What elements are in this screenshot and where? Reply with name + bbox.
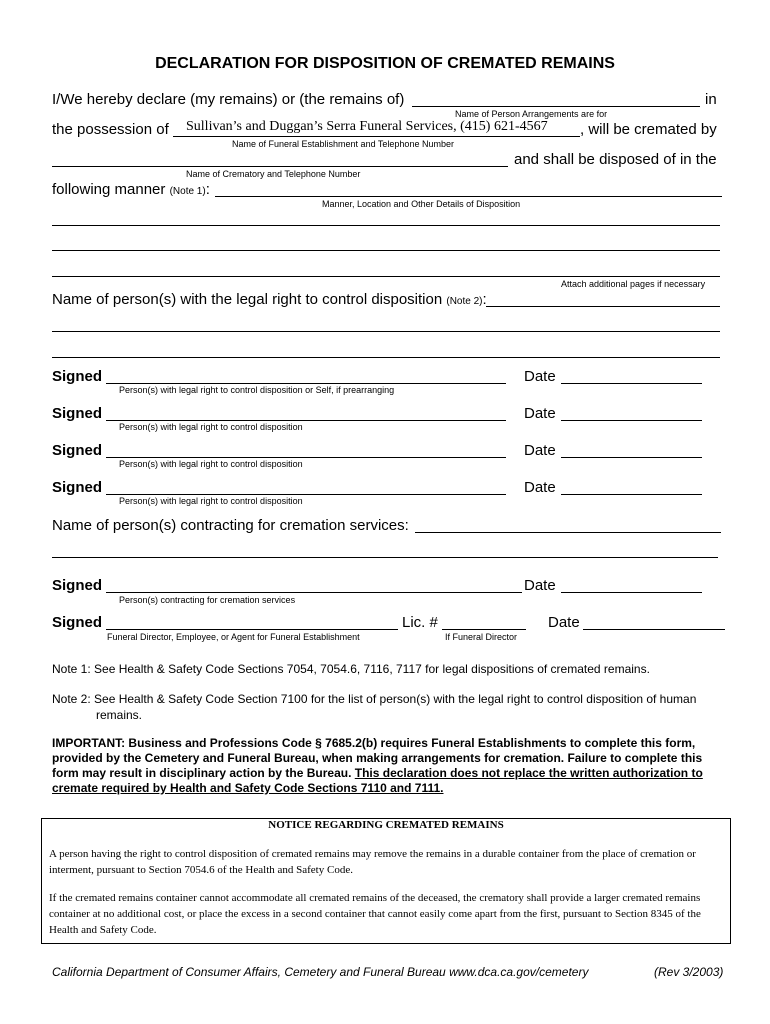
date-label-2: Date	[524, 405, 556, 422]
signed-label-1: Signed	[52, 368, 103, 385]
crematory-caption: Name of Crematory and Telephone Number	[186, 169, 361, 179]
manner-field[interactable]	[215, 196, 722, 197]
contracting-line-2[interactable]	[52, 557, 718, 558]
contract-signature-field[interactable]	[106, 592, 522, 593]
date-label-contract: Date	[524, 577, 556, 594]
signature-caption-1: Person(s) with legal right to control disposition or Self, if prearranging	[119, 385, 395, 395]
funeral-establishment-caption: Name of Funeral Establishment and Telephone Number	[232, 139, 454, 149]
attach-note: Attach additional pages if necessary	[561, 279, 706, 289]
person-name-caption: Name of Person Arrangements are for	[455, 109, 608, 119]
manner-line-3[interactable]	[52, 250, 720, 251]
contract-date-field[interactable]	[561, 592, 702, 593]
signature-field-2[interactable]	[106, 420, 506, 421]
signed-label-contract: Signed	[52, 577, 103, 594]
lic-caption: If Funeral Director	[445, 632, 518, 642]
signature-caption-3: Person(s) with legal right to control disposition	[119, 459, 303, 469]
date-field-4[interactable]	[561, 494, 702, 495]
notice-paragraph-1: A person having the right to control disposition of cremated remains may remove the remains in a durable container from the place of cremation or interment, pursuant to Section 7054.6 of the Health and Safety Code.	[49, 848, 696, 876]
cremated-by-label: , will be cremated by	[580, 121, 717, 138]
legal-right-line-3[interactable]	[52, 357, 720, 358]
manner-line-4[interactable]	[52, 276, 720, 277]
signature-caption-4: Person(s) with legal right to control disposition	[119, 496, 303, 506]
footer-revision: (Rev 3/2003)	[654, 965, 724, 979]
note-2-line-2: remains.	[96, 708, 143, 722]
declare-label: I/We hereby declare (my remains) or (the remains of)	[52, 91, 405, 108]
legal-right-line-2[interactable]	[52, 331, 720, 332]
note2-ref: (Note 2)	[446, 296, 483, 307]
date-field-2[interactable]	[561, 420, 702, 421]
person-name-field[interactable]	[412, 106, 700, 107]
signed-label-4: Signed	[52, 479, 103, 496]
important-underlined: This declaration does not replace the written authorization to cremate required by Health and Safety Code Sections 7110 and 7111.	[52, 766, 703, 795]
director-date-field[interactable]	[583, 629, 725, 630]
director-signature-caption: Funeral Director, Employee, or Agent for Funeral Establishment	[107, 632, 360, 642]
date-field-3[interactable]	[561, 457, 702, 458]
lic-number-field[interactable]	[442, 629, 526, 630]
date-label-1: Date	[524, 368, 556, 385]
manner-caption: Manner, Location and Other Details of Disposition	[322, 199, 521, 209]
contracting-field[interactable]	[415, 532, 721, 533]
director-signature-field[interactable]	[106, 629, 398, 630]
manner-line-2[interactable]	[52, 225, 720, 226]
signed-label-director: Signed	[52, 614, 103, 631]
crematory-field[interactable]	[52, 166, 508, 167]
contracting-label: Name of person(s) contracting for cremation services:	[52, 517, 409, 534]
signed-label-3: Signed	[52, 442, 103, 459]
note1-ref: (Note 1)	[169, 186, 206, 197]
notice-paragraph-2: If the cremated remains container cannot accommodate all cremated remains of the deceased, the crematory shall provide a larger cremated remains container at no additional cost, or place the excess in a second container that cannot easily come apart from the first, pursuant to Section 8345 of the Health and Safety Code.	[49, 892, 701, 936]
funeral-establishment-field[interactable]	[173, 136, 580, 137]
signature-field-3[interactable]	[106, 457, 506, 458]
signature-caption-2: Person(s) with legal right to control disposition	[119, 422, 303, 432]
date-field-1[interactable]	[561, 383, 702, 384]
in-label: in	[705, 91, 717, 108]
lic-label: Lic. #	[402, 614, 438, 631]
date-label-director: Date	[548, 614, 580, 631]
note-2-line-1: Note 2: See Health & Safety Code Section 7100 for the list of person(s) with the legal right to control disposition of human	[52, 692, 697, 706]
footer-agency: California Department of Consumer Affairs, Cemetery and Funeral Bureau www.dca.ca.gov/cemetery	[52, 965, 589, 979]
signature-field-1[interactable]	[106, 383, 506, 384]
signature-field-4[interactable]	[106, 494, 506, 495]
possession-label: the possession of	[52, 121, 169, 138]
manner-label: following manner (Note 1):	[52, 181, 210, 198]
contract-signature-caption: Person(s) contracting for cremation services	[119, 595, 296, 605]
disposed-label: and shall be disposed of in the	[514, 151, 717, 168]
important-notice: IMPORTANT: Business and Professions Code § 7685.2(b) requires Funeral Establishments to complete this form, provided by the Cemetery and Funeral Bureau, when making arrangements for cremation. Failure to complete this form may result in disciplinary action by the Bureau. This declaration does not replace the written authorization to cremate required by Health and Safety Code Sections 7110 and 7111.	[52, 736, 703, 795]
form-title: DECLARATION FOR DISPOSITION OF CREMATED REMAINS	[155, 55, 615, 72]
date-label-3: Date	[524, 442, 556, 459]
legal-right-field[interactable]	[486, 306, 720, 307]
signed-label-2: Signed	[52, 405, 103, 422]
date-label-4: Date	[524, 479, 556, 496]
funeral-establishment-value: Sullivan’s and Duggan’s Serra Funeral Services, (415) 621-4567	[186, 119, 548, 134]
notice-title: NOTICE REGARDING CREMATED REMAINS	[268, 819, 504, 831]
note-1: Note 1: See Health & Safety Code Sections 7054, 7054.6, 7116, 7117 for legal dispositions of cremated remains.	[52, 662, 650, 676]
legal-right-label: Name of person(s) with the legal right to control disposition (Note 2):	[52, 291, 487, 308]
